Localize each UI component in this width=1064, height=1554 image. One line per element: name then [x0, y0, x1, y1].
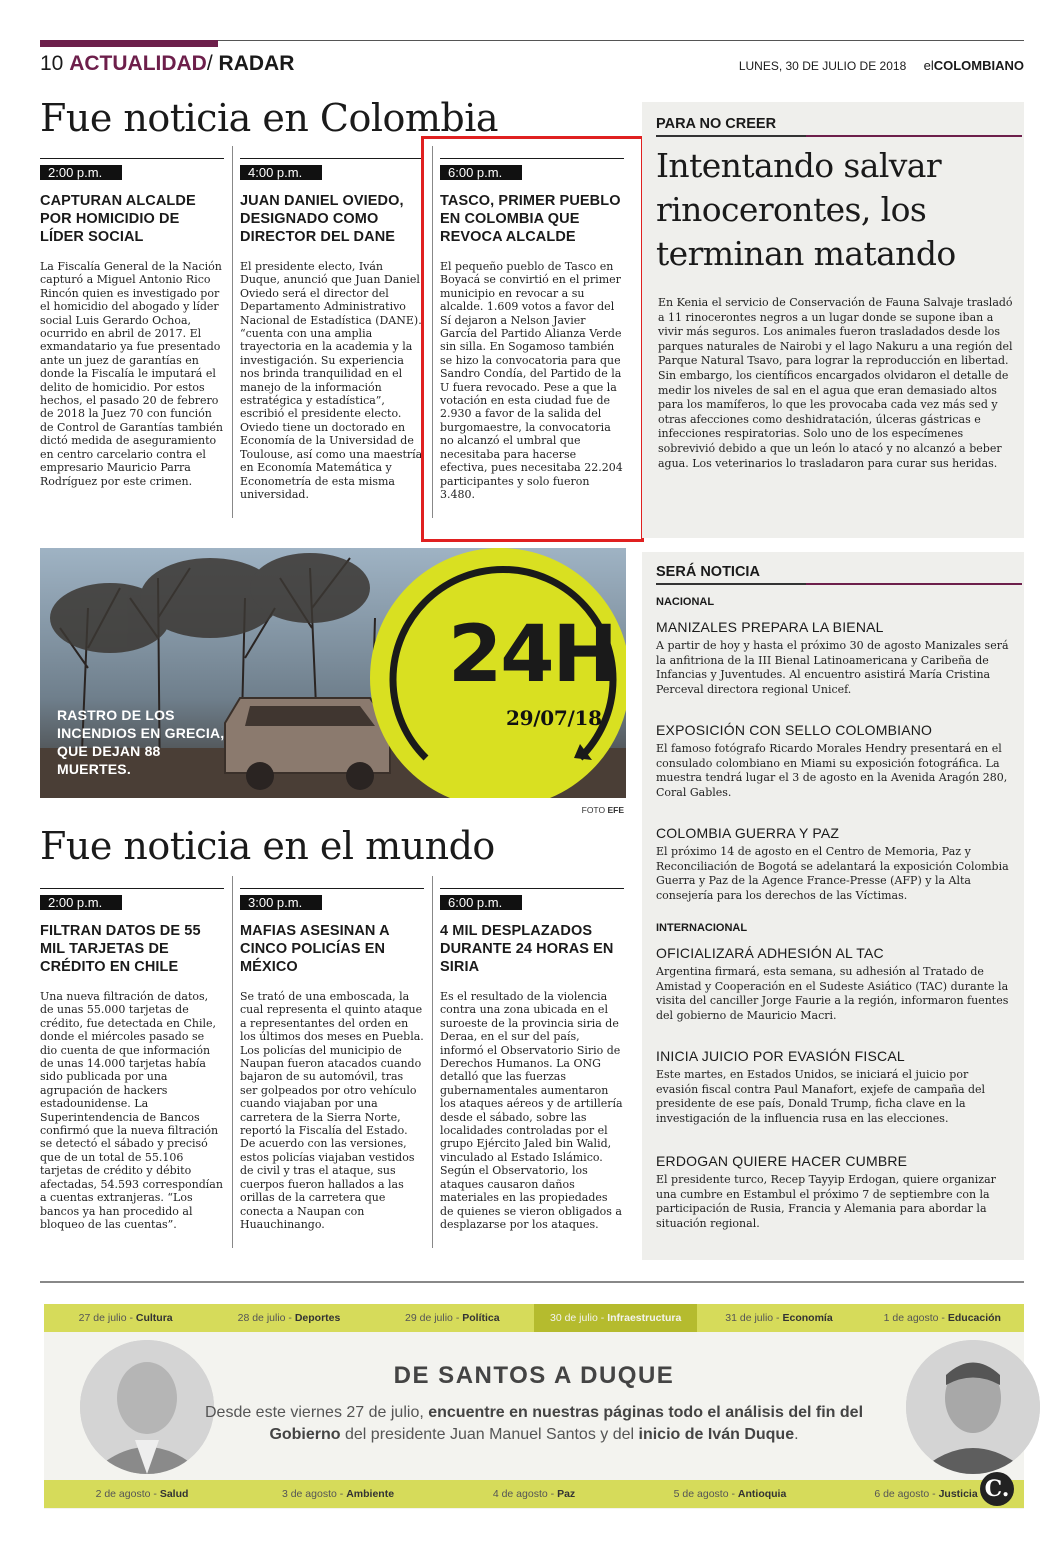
story-body: Una nueva filtración de datos, de unas 55.000 tarjetas de crédito, fue detectada en Chile, donde el miércoles pasado se dio cuenta de que información de unas 14.000 tarjetas había sido publicada por una agrupación de hackers estadounidense. La Superintendencia de Bancos confirmó que la nueva filtración se detectó el sábado y precisó que de un total de 55.106 tarjetas de crédito y débito afectadas, 54.593 correspondían a cuentas extranjeras. “Los bancos ya han procedido al bloqueo de las cuentas”. [40, 990, 223, 1231]
brand-name: COLOMBIANO [933, 58, 1024, 73]
credit-label: FOTO [581, 805, 606, 815]
sera-item-body: Este martes, en Estados Unidos, se iniciará el juicio por evasión fiscal contra Paul Manafort, exjefe de campaña del presidente de ese país, Donald Trump, ficha clave en la investigación de la influencia rusa en las elecciones. [656, 1068, 986, 1126]
colombia-story-2 [240, 158, 424, 501]
calendar-topic: Antioquia [737, 1488, 787, 1500]
section-name: ACTUALIDAD [69, 52, 207, 75]
story-title: CAPTURAN ALCALDE POR HOMICIDIO DE LÍDER SOCIAL [40, 193, 196, 245]
colombia-heading: Fue noticia en Colombia [40, 96, 499, 140]
para-no-creer-body: En Kenia el servicio de Conservación de Fauna Salvaje trasladó a 11 rinocerontes negros a un lugar donde se supone iban a vivir más seguros. Los animales fueron trasladados desde los parques naturales de Nairobi y el lago Nakuru a una región del Parque Natural Tsavo, para lograr la reproducción en libertad. Sin embargo, los científicos encargados olvidaron el detalle de medir los niveles de sal en el agua que eran demasiado altos para los mamíferos, lo que les provocaba cada vez más sed y otras afecciones como deshidratación, úlceras gástricas e infecciones respiratorias. Solo uno de los especímenes sobrevivió debido a que un león lo atacó y no alcanzó a beber agua. Los veterinarios lo trasladaron para curar sus heridas. [658, 296, 1013, 470]
banner-title: DE SANTOS A DUQUE [393, 1362, 675, 1389]
calendar-day: 29 de julio - Política [405, 1312, 500, 1324]
calendar-day: 4 de agosto - Paz [492, 1488, 576, 1500]
nacional-label: NACIONAL [656, 596, 715, 608]
calendar-day: 31 de julio - Economía [725, 1312, 833, 1324]
calendar-date: 30 de julio [549, 1312, 598, 1324]
calendar-day: 1 de agosto - Educación [883, 1312, 1001, 1324]
newspaper-brand [924, 58, 1024, 73]
calendar-day: 3 de agosto - Ambiente [281, 1488, 395, 1500]
calendar-date: 6 de agosto [874, 1488, 930, 1500]
story-time: 6:00 p.m. [440, 165, 522, 180]
story-time: 3:00 p.m. [240, 895, 322, 910]
kicker-rule [656, 135, 1022, 137]
calendar-date: 29 de julio [405, 1312, 453, 1324]
lead-photo [40, 548, 626, 798]
calendar-day: 30 de julio - Infraestructura [534, 1304, 697, 1332]
badge-24h: 24H [448, 610, 616, 700]
header-meta [739, 58, 1024, 73]
sera-item-body: Argentina firmará, esta semana, su adhesión al Tratado de Amistad y Cooperación en el Sudeste Asiático (TAC) durante la visita del canciller Jorge Faurie a la región, informaron fuentes del gobierno de Mauricio Macri. [656, 965, 1009, 1023]
calendar-date: 1 de agosto [883, 1312, 939, 1324]
sera-item-title: ERDOGAN QUIERE HACER CUMBRE [656, 1153, 908, 1169]
credit-source: EFE [607, 805, 624, 815]
calendar-date: 28 de julio [237, 1312, 286, 1324]
calendar-day: 28 de julio - Deportes [237, 1312, 341, 1324]
time-rule [40, 158, 224, 159]
kicker-rule [656, 583, 1022, 585]
para-no-creer-box [642, 102, 1024, 538]
sera-item-title: EXPOSICIÓN CON SELLO COLOMBIANO [656, 722, 933, 738]
duque-portrait [906, 1340, 1040, 1474]
calendar-topic: Paz [557, 1488, 576, 1500]
calendar-topic: Salud [159, 1488, 189, 1500]
column-divider [432, 876, 433, 1248]
page-number: 10 [40, 52, 64, 75]
calendar-topic: Infraestructura [607, 1312, 682, 1324]
top-calendar [44, 1304, 1024, 1332]
sera-item-body: El próximo 14 de agosto en el Centro de Memoria, Paz y Reconciliación de Bogotá se adelantará la exposición Colombia Guerra y Paz de la Agence France-Presse (AFP) y la Alta consejería para los derechos de las Víctimas. [656, 845, 1009, 903]
story-body: La Fiscalía General de la Nación capturó a Miguel Antonio Rico Rincón quien es investigado por el homicidio del abogado y líder social Luis Gerardo Ochoa, ocurrido en abril de 2017. El exmandatario ya fue presentado ante un juez de garantías en donde la Fiscalía le imputará el delito de homicidio. Por estos hechos, el pasado 20 de febrero de 2018 la Juez 70 con función de Control de Garantías también dictó medida de aseguramiento en centro carcelario contra el empresario Mauricio Parra Rodríguez por este crimen. [40, 260, 223, 488]
story-time: 4:00 p.m. [240, 165, 322, 180]
calendar-topic: Justicia [938, 1488, 978, 1500]
calendar-date: 4 de agosto [492, 1488, 548, 1500]
story-body: El pequeño pueblo de Tasco en Boyacá se convirtió en el primer municipio en revocar a su alcalde. 1.609 votos a favor del Sí dejaron a Nelson Javier García del Partido Alianza Verde sin silla. En Sogamoso también se hizo la convocatoria para que Sandro Condía, del Partido de la U fuera revocado. Pese a que la votación en esta ciudad fue de 2.930 a favor de la salida del burgomaestre, la convocatoria no alcanzó el umbral que necesitaba para hacerse efectiva, pues necesitaba 22.204 participantes y solo fueron 3.480. [440, 260, 623, 501]
bottom-rule [40, 1281, 1024, 1283]
calendar-day: 27 de julio - Cultura [78, 1312, 173, 1324]
story-title: FILTRAN DATOS DE 55 MIL TARJETAS DE CRÉDITO EN CHILE [40, 923, 201, 975]
time-rule [40, 888, 224, 889]
para-no-creer-kicker: PARA NO CREER [656, 116, 777, 132]
bottom-calendar [44, 1480, 1024, 1508]
story-body: Es el resultado de la violencia contra una zona ubicada en el suroeste de la provincia siria de Deraa, en el sur del país, informó el Observatorio Sirio de Derechos Humanos. La ONG detalló que las fuerzas gubernamentales aumentaron los ataques aéreos y de artillería desde el sábado, sobre las localidades controladas por el grupo Ejército Jaled bin Walid, vinculado al Estado Islámico. Según el Observatorio, los ataques causaron daños materiales en las propiedades de quienes se vieron obligados a desplazarse por los ataques. [440, 990, 623, 1231]
time-rule [440, 888, 624, 889]
para-no-creer-headline: Intentando salvar rinocerontes, los terminan matando [656, 146, 956, 273]
subsection-name: RADAR [218, 52, 295, 75]
calendar-day: 2 de agosto - Salud [95, 1488, 189, 1500]
time-rule [240, 158, 424, 159]
story-title: MAFIAS ASESINAN A CINCO POLICÍAS EN MÉXICO [240, 923, 390, 975]
sera-item-body: El presidente turco, Recep Tayyip Erdogan, quiere organizar una cumbre en Estambul el próximo 7 de septiembre con la participación de Rusia, Francia y Alemania para abordar la situación regional. [656, 1173, 996, 1231]
photo-caption: RASTRO DE LOS INCENDIOS EN GRECIA, QUE DEJAN 88 MUERTES. [57, 707, 225, 777]
sera-noticia-kicker: SERÁ NOTICIA [656, 564, 760, 580]
photo-credit [582, 805, 624, 815]
calendar-topic: Educación [947, 1312, 1001, 1324]
sera-item-title: INICIA JUICIO POR EVASIÓN FISCAL [656, 1048, 905, 1064]
sera-item-body: A partir de hoy y hasta el próximo 30 de agosto Manizales será la anfitriona de la III Bienal Latinoamericana y Caribeña de Infancias y Juventudes. Al encuentro asistirá María Cristina Perceval directora regional Unicef. [656, 639, 1009, 697]
calendar-topic: Deportes [294, 1312, 341, 1324]
header-accent-bar [40, 40, 218, 47]
calendar-day: 5 de agosto - Antioquia [673, 1488, 787, 1500]
sera-item-title: COLOMBIA GUERRA Y PAZ [656, 825, 840, 841]
section-header [40, 52, 294, 76]
column-divider [232, 146, 233, 518]
calendar-date: 27 de julio [78, 1312, 127, 1324]
story-title: JUAN DANIEL OVIEDO, DESIGNADO COMO DIRECTOR DEL DANE [240, 193, 404, 245]
story-time: 2:00 p.m. [40, 165, 122, 180]
banner-text: Desde este viernes 27 de julio, encuentre en nuestras páginas todo el análisis del fin del Gobierno del presidente Juan Manuel Santos y del inicio de Iván Duque. [204, 1404, 864, 1443]
calendar-date: 5 de agosto [673, 1488, 729, 1500]
colombia-story-1 [40, 158, 224, 488]
internacional-label: INTERNACIONAL [656, 922, 748, 934]
sera-noticia-box [642, 552, 1024, 1260]
sera-item-title: OFICIALIZARÁ ADHESIÓN AL TAC [656, 945, 884, 961]
time-rule [240, 888, 424, 889]
story-title: 4 MIL DESPLAZADOS DURANTE 24 HORAS EN SIRIA [440, 923, 614, 975]
mundo-story-3 [440, 888, 624, 1231]
mundo-story-1 [40, 888, 224, 1231]
calendar-topic: Ambiente [346, 1488, 395, 1500]
elcolombiano-logo: C. [980, 1472, 1014, 1506]
issue-date: LUNES, 30 DE JULIO DE 2018 [738, 59, 907, 73]
calendar-topic: Cultura [135, 1312, 173, 1324]
story-time: 6:00 p.m. [440, 895, 522, 910]
sera-item-title: MANIZALES PREPARA LA BIENAL [656, 619, 884, 635]
calendar-topic: Economía [782, 1312, 833, 1324]
calendar-day: 6 de agosto - Justicia [874, 1488, 978, 1500]
column-divider [232, 876, 233, 1248]
story-time: 2:00 p.m. [40, 895, 122, 910]
mundo-heading: Fue noticia en el mundo [40, 824, 495, 868]
story-body: El presidente electo, Iván Duque, anunció que Juan Daniel Oviedo será el director del Departamento Administrativo Nacional de Estadística (DANE). “cuenta con una amplia trayectoria en la academia y la investigación. Su experiencia nos brinda tranquilidad en el manejo de la información estratégica y estadística”, escribió el presidente electo. Oviedo tiene un doctorado en Economía de la Universidad de Toulouse, así como una maestría en Economía Matemática y Econometría de esta misma universidad. [240, 260, 423, 501]
story-title: TASCO, PRIMER PUEBLO EN COLOMBIA QUE REVOCA ALCALDE [440, 193, 621, 245]
story-body: Se trató de una emboscada, la cual representa el quinto ataque a representantes del orden en los últimos dos meses en Puebla. Los policías del municipio de Naupan fueron atacados cuando bajaron de su automóvil, tras ser golpeados por otro vehículo cuando viajaban por una carretera de la Sierra Norte, reportó la Fiscalía del Estado. De acuerdo con las versiones, estos policías viajaban vestidos de civil y tras el ataque, sus cuerpos fueron hallados a las orillas de la carretera que conecta a Naupan con Huauchinango. [240, 990, 424, 1231]
santos-duque-banner [44, 1304, 1024, 1509]
calendar-date: 2 de agosto [95, 1488, 151, 1500]
calendar-topic: Política [462, 1312, 500, 1324]
section-separator: / [206, 52, 213, 75]
brand-prefix: el [923, 58, 934, 73]
badge-date: 29/07/18 [506, 706, 602, 730]
calendar-date: 31 de julio [725, 1312, 774, 1324]
mundo-story-2 [240, 888, 424, 1231]
highlight-box [421, 136, 644, 542]
sera-item-body: El famoso fotógrafo Ricardo Morales Hendry presentará en el consulado colombiano en Miami su exposición fotográfica. La muestra tendrá lugar el 3 de agosto en la Avenida Aragón 280, Coral Gables. [656, 742, 1008, 800]
calendar-date: 3 de agosto [281, 1488, 337, 1500]
